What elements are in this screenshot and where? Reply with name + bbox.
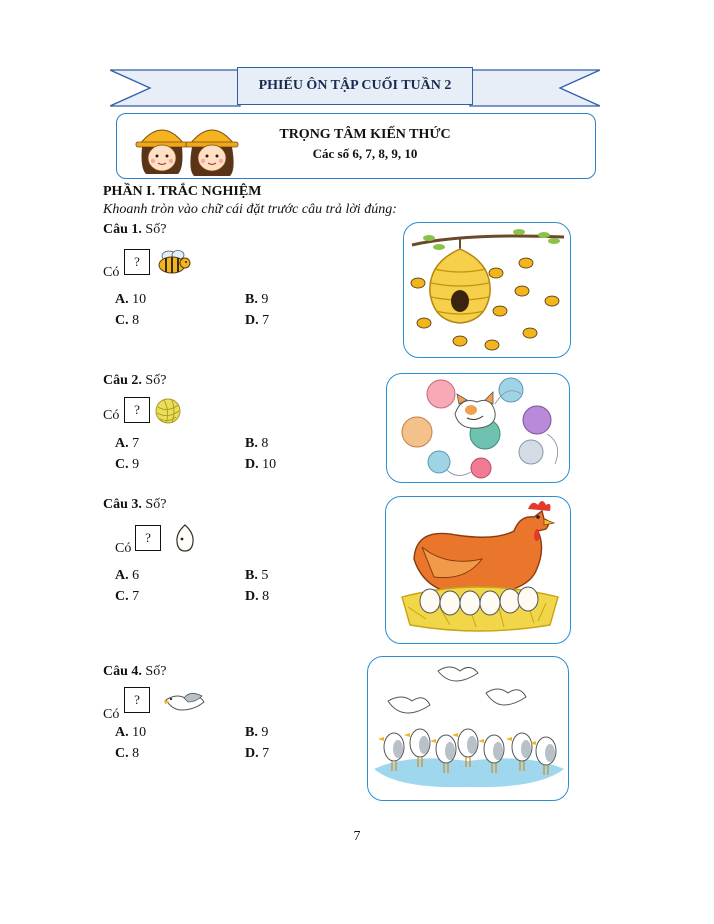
answer-box[interactable]: ? bbox=[124, 249, 150, 275]
question-prompt: Số? bbox=[145, 664, 167, 679]
worksheet-title: PHIẾU ÔN TẬP CUỐI TUẦN 2 bbox=[237, 67, 473, 105]
co-label: Có bbox=[115, 541, 132, 556]
section-instruction: Khoanh tròn vào chữ cái đặt trước câu trả lời đúng: bbox=[103, 202, 397, 217]
yarn-picture bbox=[386, 373, 570, 483]
option-c[interactable]: C. 8 bbox=[115, 746, 140, 761]
yarn-ball-icon bbox=[154, 397, 182, 425]
focus-subtitle: Các số 6, 7, 8, 9, 10 bbox=[312, 146, 418, 161]
option-a[interactable]: A. 6 bbox=[115, 568, 140, 583]
question-2-title bbox=[103, 373, 166, 389]
page-number: 7 bbox=[353, 829, 361, 844]
gulls-picture bbox=[367, 656, 569, 801]
option-b[interactable]: B. 9 bbox=[245, 292, 269, 307]
question-4-title bbox=[103, 664, 166, 680]
answer-box[interactable]: ? bbox=[124, 687, 150, 713]
option-a[interactable]: A. 10 bbox=[115, 292, 147, 307]
answer-box[interactable]: ? bbox=[135, 525, 161, 551]
children-illustration bbox=[132, 118, 242, 178]
co-label: Có bbox=[103, 265, 120, 280]
beehive-picture bbox=[403, 222, 571, 358]
option-b[interactable]: B. 8 bbox=[245, 436, 269, 451]
question-label: Câu 3. bbox=[103, 497, 142, 512]
option-a[interactable]: A. 7 bbox=[115, 436, 140, 451]
option-d[interactable]: D. 10 bbox=[245, 457, 277, 472]
question-label: Câu 2. bbox=[103, 373, 142, 388]
question-prompt: Số? bbox=[145, 222, 167, 237]
answer-box[interactable]: ? bbox=[124, 397, 150, 423]
option-a[interactable]: A. 10 bbox=[115, 725, 147, 740]
option-d[interactable]: D. 8 bbox=[245, 589, 270, 604]
option-c[interactable]: C. 9 bbox=[115, 457, 140, 472]
option-d[interactable]: D. 7 bbox=[245, 313, 270, 328]
question-prompt: Số? bbox=[145, 373, 167, 388]
co-label: Có bbox=[103, 707, 120, 722]
egg-icon bbox=[174, 523, 196, 553]
question-label: Câu 1. bbox=[103, 222, 142, 237]
option-d[interactable]: D. 7 bbox=[245, 746, 270, 761]
bee-icon bbox=[156, 248, 192, 276]
co-label: Có bbox=[103, 408, 120, 423]
question-1-title bbox=[103, 222, 166, 238]
section-heading: PHẦN I. TRẮC NGHIỆM bbox=[103, 184, 262, 199]
question-label: Câu 4. bbox=[103, 664, 142, 679]
question-prompt: Số? bbox=[145, 497, 167, 512]
option-b[interactable]: B. 5 bbox=[245, 568, 269, 583]
option-c[interactable]: C. 7 bbox=[115, 589, 140, 604]
focus-title: TRỌNG TÂM KIẾN THỨC bbox=[279, 127, 451, 142]
gull-icon bbox=[162, 688, 206, 718]
option-c[interactable]: C. 8 bbox=[115, 313, 140, 328]
hen-picture bbox=[385, 496, 571, 644]
option-b[interactable]: B. 9 bbox=[245, 725, 269, 740]
question-3-title bbox=[103, 497, 166, 513]
